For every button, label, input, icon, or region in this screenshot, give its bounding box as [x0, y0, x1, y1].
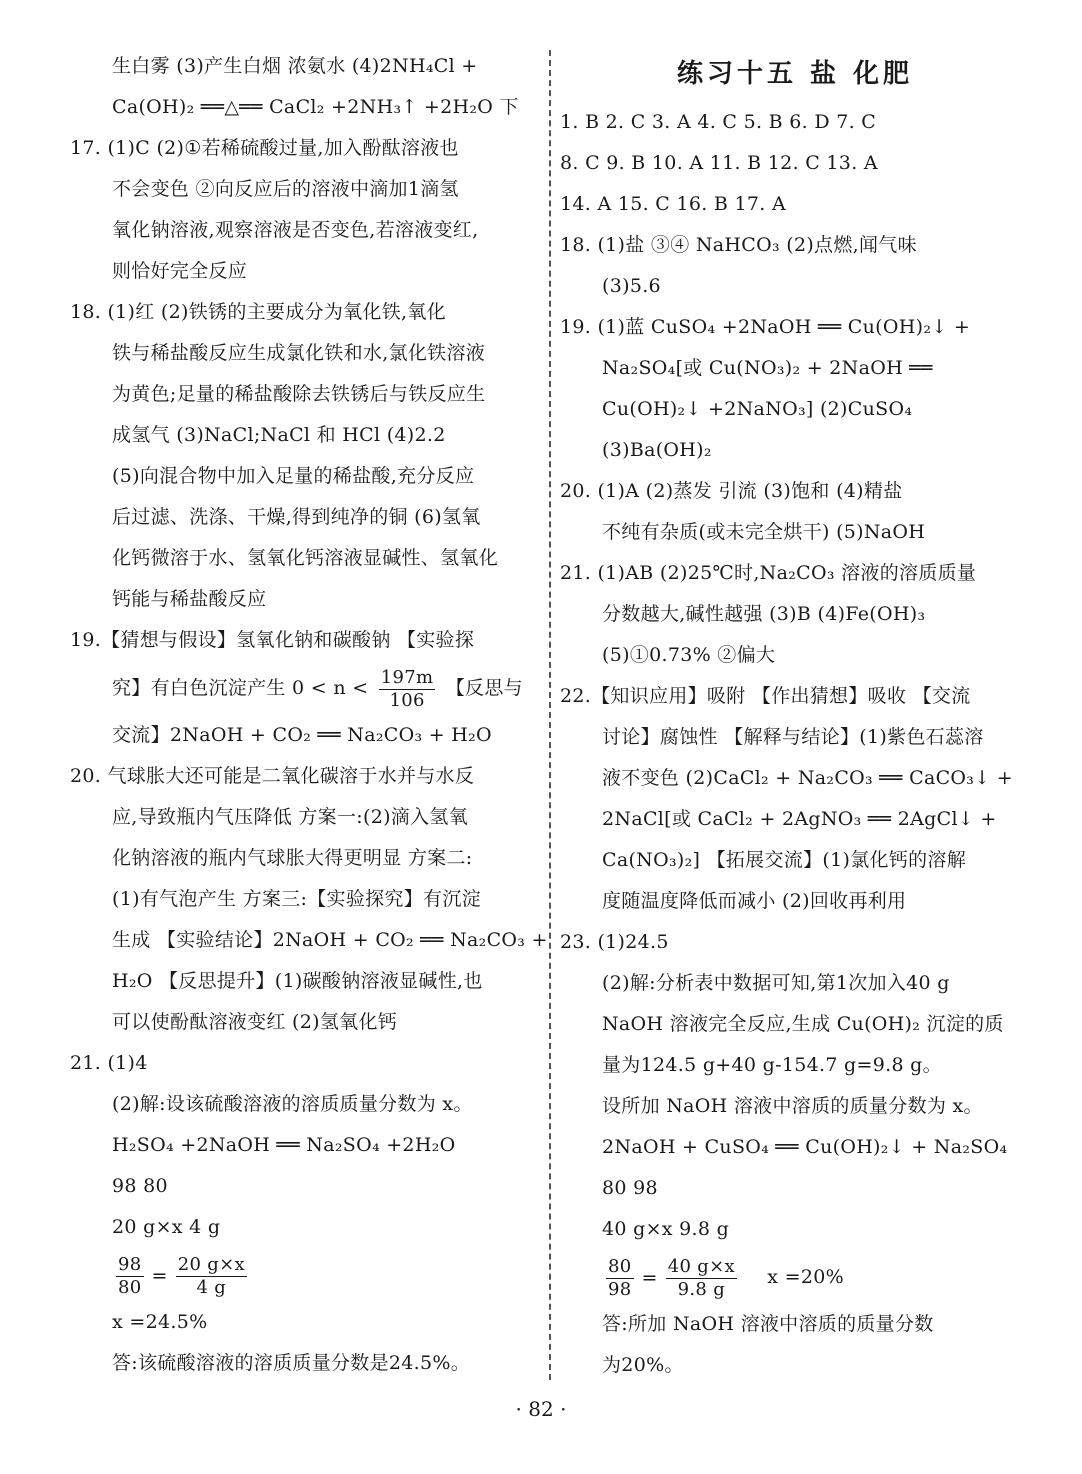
text-line: 讨论】腐蚀性 【解释与结论】(1)紫色石蕊溶	[602, 726, 984, 748]
text-line: 23. (1)24.5	[560, 931, 669, 953]
equation-result: x =20%	[767, 1266, 844, 1288]
text-line: 应,导致瓶内气压降低 方案一:(2)滴入氢氧	[112, 806, 468, 828]
text-line: 21. (1)4	[70, 1052, 148, 1074]
text-line: 2NaCl[或 CaCl₂ + 2AgNO₃ ══ 2AgCl↓ +	[602, 808, 997, 830]
text-line: 化钙微溶于水、氢氧化钙溶液显碱性、氢氧化	[112, 547, 499, 569]
text-line: 不纯有杂质(或未完全烘干) (5)NaOH	[602, 521, 926, 543]
text-line: 化钠溶液的瓶内气球胀大得更明显 方案二:	[112, 847, 473, 869]
text-line: 设所加 NaOH 溶液中溶质的质量分数为 x。	[602, 1095, 983, 1117]
text-line: 2NaOH + CuSO₄ ══ Cu(OH)₂↓ + Na₂SO₄	[602, 1136, 1008, 1158]
text-line: 40 g×x 9.8 g	[602, 1218, 730, 1240]
fraction-equation	[70, 1248, 540, 1302]
text-line: 铁与稀盐酸反应生成氯化铁和水,氯化铁溶液	[112, 342, 486, 364]
text-line: H₂O 【反思提升】(1)碳酸钠溶液显碱性,也	[112, 970, 483, 992]
text-line: (5)向混合物中加入足量的稀盐酸,充分反应	[112, 465, 475, 487]
text-line: x =24.5%	[112, 1311, 208, 1333]
right-column	[560, 46, 1030, 1386]
text-line: 18. (1)盐 ③④ NaHCO₃ (2)点燃,闻气味	[560, 234, 917, 256]
text-line: 20. 气球胀大还可能是二氧化碳溶于水并与水反	[70, 765, 475, 787]
text-line: (5)①0.73% ②偏大	[602, 644, 776, 666]
page-number: · 82 ·	[515, 1397, 567, 1421]
text-line: 21. (1)AB (2)25℃时,Na₂CO₃ 溶液的溶质质量	[560, 562, 977, 584]
text-line: 量为124.5 g+40 g-154.7 g=9.8 g。	[602, 1054, 942, 1076]
text-line: 液不变色 (2)CaCl₂ + Na₂CO₃ ══ CaCO₃↓ +	[602, 767, 1013, 789]
text-line: 交流】2NaOH + CO₂ ══ Na₂CO₃ + H₂O	[112, 724, 492, 746]
fraction-denominator: 4 g	[196, 1276, 227, 1298]
fraction-numerator: 20 g×x	[177, 1253, 245, 1275]
text-line: Cu(OH)₂↓ +2NaNO₃] (2)CuSO₄	[602, 398, 913, 420]
text-line: (3)5.6	[602, 275, 661, 297]
text-line: 答:该硫酸溶液的溶质质量分数是24.5%。	[112, 1352, 471, 1374]
text-line: (3)Ba(OH)₂	[602, 439, 712, 461]
text-line: 20. (1)A (2)蒸发 引流 (3)饱和 (4)精盐	[560, 480, 903, 502]
left-column	[70, 46, 548, 1384]
text-line: 度随温度降低而减小 (2)回收再利用	[602, 890, 907, 912]
fraction-numerator: 98	[118, 1253, 142, 1275]
text-line: 20 g×x 4 g	[112, 1216, 221, 1238]
fraction-equation	[560, 1250, 1030, 1304]
text-line: Ca(OH)₂ ══△══ CaCl₂ +2NH₃↑ +2H₂O 下	[112, 96, 519, 118]
fraction	[176, 1254, 247, 1299]
text-line: 氧化钠溶液,观察溶液是否变色,若溶液变红,	[112, 219, 479, 241]
text-line: 98 80	[112, 1175, 168, 1197]
text-line-with-fraction	[70, 661, 540, 715]
fraction-numerator: 197m	[380, 666, 434, 688]
fraction-denominator: 106	[389, 689, 425, 711]
text-line: (2)解:分析表中数据可知,第1次加入40 g	[602, 972, 950, 994]
text-line: 19. (1)蓝 CuSO₄ +2NaOH ══ Cu(OH)₂↓ +	[560, 316, 971, 338]
text-segment: 【反思与	[445, 677, 523, 699]
fraction-denominator: 80	[118, 1276, 142, 1298]
fraction-numerator: 40 g×x	[667, 1255, 735, 1277]
text-segment: 究】有白色沉淀产生 0 < n <	[112, 677, 369, 699]
section-title: 练习十五 盐 化肥	[676, 59, 914, 89]
text-line: NaOH 溶液完全反应,生成 Cu(OH)₂ 沉淀的质	[602, 1013, 1004, 1035]
fraction-denominator: 9.8 g	[677, 1278, 726, 1300]
fraction	[379, 667, 436, 712]
text-line: 18. (1)红 (2)铁锈的主要成分为氧化铁,氧化	[70, 301, 446, 323]
fraction-denominator: 98	[608, 1278, 632, 1300]
text-line: 答:所加 NaOH 溶液中溶质的质量分数	[602, 1313, 934, 1335]
equals-sign: =	[151, 1265, 168, 1287]
text-line: 17. (1)C (2)①若稀硫酸过量,加入酚酞溶液也	[70, 137, 459, 159]
text-line: 则恰好完全反应	[112, 260, 248, 282]
text-line: 1. B 2. C 3. A 4. C 5. B 6. D 7. C	[560, 111, 877, 133]
text-line: 8. C 9. B 10. A 11. B 12. C 13. A	[560, 152, 878, 174]
text-line: 分数越大,碱性越强 (3)B (4)Fe(OH)₃	[602, 603, 926, 625]
text-line: 80 98	[602, 1177, 658, 1199]
text-line: (1)有气泡产生 方案三:【实验探究】有沉淀	[112, 888, 481, 910]
column-divider	[549, 50, 551, 1380]
text-line: 生白雾 (3)产生白烟 浓氨水 (4)2NH₄Cl +	[112, 55, 478, 77]
text-line: 22.【知识应用】吸附 【作出猜想】吸收 【交流	[560, 685, 971, 707]
text-line: (2)解:设该硫酸溶液的溶质质量分数为 x。	[112, 1093, 473, 1115]
text-line: 为黄色;足量的稀盐酸除去铁锈后与铁反应生	[112, 383, 486, 405]
fraction	[666, 1256, 737, 1301]
text-line: Na₂SO₄[或 Cu(NO₃)₂ + 2NaOH ══	[602, 357, 933, 379]
text-line: 为20%。	[602, 1354, 684, 1376]
text-line: H₂SO₄ +2NaOH ══ Na₂SO₄ +2H₂O	[112, 1134, 456, 1156]
fraction	[606, 1256, 634, 1301]
text-line: 14. A 15. C 16. B 17. A	[560, 193, 786, 215]
text-line: Ca(NO₃)₂] 【拓展交流】(1)氯化钙的溶解	[602, 849, 966, 871]
text-line: 成氢气 (3)NaCl;NaCl 和 HCl (4)2.2	[112, 424, 446, 446]
text-line: 不会变色 ②向反应后的溶液中滴加1滴氢	[112, 178, 459, 200]
text-line: 生成 【实验结论】2NaOH + CO₂ ══ Na₂CO₃ +	[112, 929, 548, 951]
fraction-numerator: 80	[608, 1255, 632, 1277]
text-line: 后过滤、洗涤、干燥,得到纯净的铜 (6)氢氧	[112, 506, 481, 528]
equals-sign: =	[641, 1267, 658, 1289]
fraction	[116, 1254, 144, 1299]
text-line: 可以使酚酞溶液变红 (2)氢氧化钙	[112, 1011, 398, 1033]
text-line: 钙能与稀盐酸反应	[112, 588, 267, 610]
text-line: 19.【猜想与假设】氢氧化钠和碳酸钠 【实验探	[70, 629, 475, 651]
